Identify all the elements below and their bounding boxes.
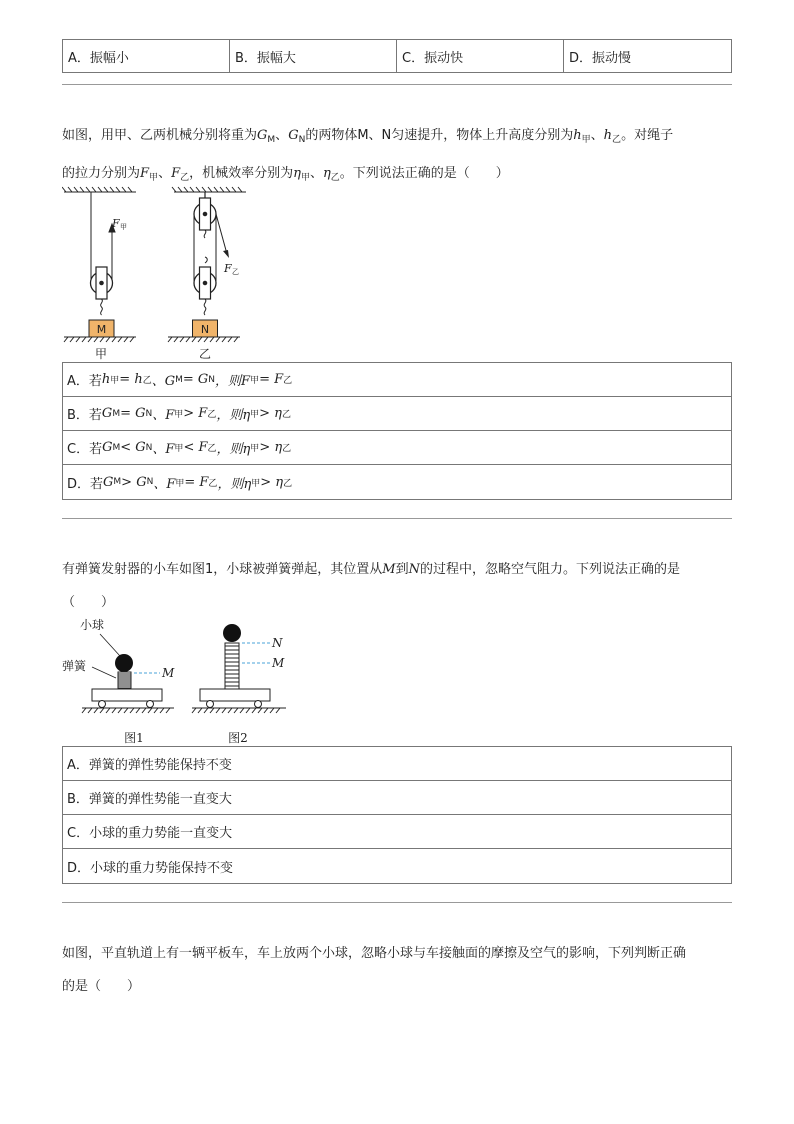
cart-fig1 xyxy=(92,689,162,701)
option-math: ，则η xyxy=(217,476,252,492)
option-sub: N xyxy=(146,477,154,487)
force-label-yi: F xyxy=(224,262,232,275)
q1-stem-sub: 乙 xyxy=(330,173,340,183)
option-math: ，则η xyxy=(216,442,251,457)
option-math: = G xyxy=(120,406,146,421)
option-math: > F xyxy=(183,406,208,421)
q1-stem-text: 、 xyxy=(309,166,323,181)
q0-option-b[interactable]: B．振幅大 xyxy=(230,40,397,72)
pulley-yi xyxy=(194,192,227,315)
q1-stem-var: η xyxy=(322,166,331,181)
option-sub: 乙 xyxy=(283,376,293,386)
q2-stem-text: （ ） xyxy=(62,595,115,610)
q2-stem-var: M xyxy=(382,562,396,577)
q3-stem-text: 如图，平直轨道上有一辆平板车，车上放两个小球，忽略小球与车接触面的摩擦及空气的影响，下列判断正确 xyxy=(62,946,687,961)
arrow-f-yi xyxy=(223,250,229,258)
option-math: > η xyxy=(260,474,284,490)
q1-stem-text: 。下列说法正确的是（ ） xyxy=(339,166,509,181)
q1-stem-var: F xyxy=(140,166,150,181)
force-sub-jia: 甲 xyxy=(120,223,127,231)
q2-stem xyxy=(62,553,742,619)
q1-stem-text: 如图，用甲、乙两机械分别将重为 xyxy=(62,128,258,143)
q1-stem-text: 的两物体M、N匀速提升，物体上升高度分别为 xyxy=(305,128,574,143)
option-sub: 甲 xyxy=(175,478,185,489)
ball-label: 小球 xyxy=(80,618,105,632)
divider xyxy=(62,902,732,903)
option-sub: N xyxy=(208,374,216,385)
q1-stem-text: 、 xyxy=(158,166,172,181)
option-sub: M xyxy=(112,408,121,419)
wheel xyxy=(207,701,214,708)
q1-stem-text: 。对绳子 xyxy=(621,128,674,143)
option-text: B．若 xyxy=(67,408,102,423)
option-math: ，则F xyxy=(215,374,251,389)
divider xyxy=(62,518,732,519)
q1-stem-sub: 甲 xyxy=(581,135,591,145)
option-sub: 甲 xyxy=(110,376,120,386)
force-sub-yi: 乙 xyxy=(232,268,239,276)
option-math: < G xyxy=(120,440,146,455)
q1-stem-sub: 甲 xyxy=(149,173,159,183)
option-math: 、F xyxy=(152,442,175,457)
q2-stem-text: 到 xyxy=(395,562,409,577)
option-sub: 乙 xyxy=(208,478,218,489)
pulley-jia xyxy=(91,192,113,315)
option-sub: M xyxy=(112,442,121,453)
q0-option-d[interactable]: D．振动慢 xyxy=(569,50,632,66)
wheel xyxy=(255,701,262,708)
wheel xyxy=(99,701,106,708)
spring-label: 弹簧 xyxy=(62,659,87,673)
divider xyxy=(62,84,732,85)
ball-fig1 xyxy=(115,654,133,672)
fig1-caption: 图1 xyxy=(124,731,144,745)
q2-option-b[interactable]: B．弹簧的弹性势能一直变大 xyxy=(63,781,731,815)
q1-option-b[interactable] xyxy=(63,397,731,431)
option-math: 、F xyxy=(153,476,176,492)
option-sub: 甲 xyxy=(250,444,260,454)
option-sub: 甲 xyxy=(250,410,260,420)
q1-stem-var: G xyxy=(257,128,268,143)
fig2-caption: 图2 xyxy=(228,731,248,745)
q2-option-d[interactable]: D．小球的重力势能保持不变 xyxy=(67,860,234,876)
q1-stem-text: 、 xyxy=(590,128,604,143)
option-sub: 甲 xyxy=(250,376,260,386)
q2-option-c[interactable]: C．小球的重力势能一直变大 xyxy=(63,815,731,849)
q3-stem-text: 的是（ ） xyxy=(62,979,141,994)
q2-options xyxy=(62,746,732,884)
ground-yi xyxy=(168,337,240,342)
option-math: > η xyxy=(259,406,282,421)
q1-option-a[interactable] xyxy=(63,363,731,397)
option-sub: 乙 xyxy=(207,444,217,454)
ceiling-yi xyxy=(172,187,246,192)
option-math: < F xyxy=(183,440,208,455)
m-label-fig1: M xyxy=(162,666,175,680)
q1-stem-var: F xyxy=(171,166,181,181)
option-math: G xyxy=(103,474,114,490)
cart-fig2 xyxy=(200,689,270,701)
ground-fig1 xyxy=(82,708,174,713)
option-math: > η xyxy=(259,440,283,455)
ground-fig2 xyxy=(192,708,286,713)
option-math: G xyxy=(102,440,113,455)
ball-pointer xyxy=(100,634,120,656)
spring-fig2 xyxy=(225,643,239,689)
q2-stem-text: 的过程中，忽略空气阻力。下列说法正确的是 xyxy=(419,562,680,577)
option-sub: 甲 xyxy=(174,410,184,420)
q1-options xyxy=(62,362,732,500)
q0-options-table xyxy=(62,39,732,73)
spring-fig1 xyxy=(118,672,131,688)
q1-stem-sub: 乙 xyxy=(180,173,190,183)
option-sub: 乙 xyxy=(142,376,152,386)
option-text: C．若 xyxy=(67,442,103,457)
q1-stem-text: ，机械效率分别为 xyxy=(189,166,294,181)
option-math: ，则η xyxy=(216,408,251,423)
pulley-diagram xyxy=(62,184,262,362)
option-sub: 乙 xyxy=(283,478,293,489)
label-yi: 乙 xyxy=(198,347,212,361)
block-n-label: N xyxy=(200,323,210,336)
option-sub: N xyxy=(145,408,153,419)
q1-stem-sub: 乙 xyxy=(612,135,622,145)
label-jia: 甲 xyxy=(94,347,108,361)
m-label-fig2: M xyxy=(272,656,285,670)
option-math: = h xyxy=(119,372,143,387)
q1-stem-var: η xyxy=(293,166,301,181)
ground-jia xyxy=(64,337,136,342)
option-math: h xyxy=(101,372,111,387)
option-math: = F xyxy=(259,372,284,387)
option-sub: 甲 xyxy=(174,444,184,454)
option-sub: N xyxy=(145,442,153,453)
q1-stem-var: G xyxy=(288,128,299,143)
ball-fig2 xyxy=(223,624,241,642)
option-text: D．若 xyxy=(67,476,104,492)
option-sub: 乙 xyxy=(207,410,217,420)
block-m-label: M xyxy=(96,323,107,336)
q1-stem-sub: 甲 xyxy=(300,173,310,183)
q1-stem-var: h xyxy=(603,128,613,143)
option-sub: M xyxy=(175,374,183,385)
q1-option-c[interactable] xyxy=(63,431,731,465)
q0-option-a[interactable]: A．振幅小 xyxy=(63,40,230,72)
option-math: = G xyxy=(182,372,209,387)
q1-stem-sub: N xyxy=(298,135,306,145)
spring-pointer xyxy=(92,667,116,678)
option-math: 、G xyxy=(151,374,176,389)
n-label-fig2: N xyxy=(272,636,283,650)
option-sub: 乙 xyxy=(282,444,292,454)
option-math: 、F xyxy=(152,408,175,423)
ceiling-jia xyxy=(62,187,136,192)
option-text: A．若 xyxy=(67,374,102,389)
q1-stem-var: h xyxy=(573,128,582,143)
q1-option-d[interactable] xyxy=(63,465,731,499)
q1-stem-text: 、 xyxy=(275,128,289,143)
q2-stem-var: N xyxy=(408,562,420,577)
q3-stem xyxy=(62,937,742,1003)
q2-option-a[interactable]: A．弹簧的弹性势能保持不变 xyxy=(63,747,731,781)
q1-stem-sub: M xyxy=(267,135,276,145)
option-math: > G xyxy=(121,474,147,490)
force-label-jia: F xyxy=(112,217,120,230)
option-sub: 乙 xyxy=(281,410,291,420)
option-math: = F xyxy=(184,474,209,490)
q1-stem-text: 的拉力分别为 xyxy=(62,166,141,181)
wheel xyxy=(147,701,154,708)
q0-option-c[interactable]: C．振动快 xyxy=(397,40,564,72)
option-math: G xyxy=(101,406,113,421)
spring-cart-diagram xyxy=(62,612,302,748)
option-sub: 甲 xyxy=(251,478,261,489)
option-sub: M xyxy=(113,477,122,487)
q2-stem-text: 有弹簧发射器的小车如图1，小球被弹簧弹起，其位置从 xyxy=(62,562,383,577)
